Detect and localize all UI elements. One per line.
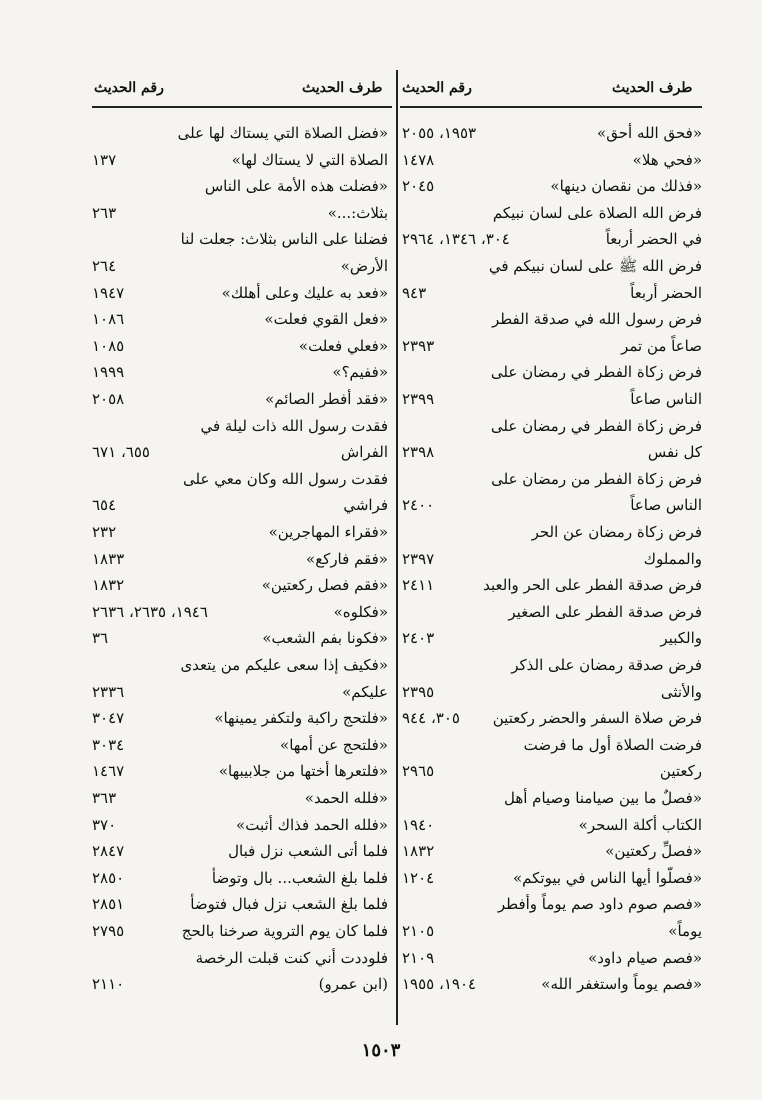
hadith-number: ٢٣٢ xyxy=(92,523,117,541)
list-item xyxy=(402,337,702,363)
hadith-incipit: فرض زكاة الفطر في رمضان على xyxy=(490,363,702,382)
hadith-incipit: يوماً» xyxy=(668,922,702,940)
hadith-number: ٣٦ xyxy=(92,629,109,648)
right-header-rule xyxy=(400,106,702,108)
hadith-number: ٣٧٠ xyxy=(92,815,117,834)
hadith-incipit: «فضلت هذه الأمة على الناس xyxy=(204,177,388,196)
hadith-incipit: «فقم فصل ركعتين» xyxy=(261,576,388,595)
hadith-incipit: فلوددت أني كنت قبلت الرخصة xyxy=(195,948,388,967)
left-col-title: طرف الحديث xyxy=(302,80,383,96)
list-item xyxy=(402,922,702,948)
hadith-incipit: فلما بلغ الشعب نزل فبال فتوضأ xyxy=(190,895,388,914)
list-item xyxy=(402,869,702,895)
list-item xyxy=(92,842,388,868)
hadith-incipit: فلما بلغ الشعب... بال وتوضأ xyxy=(211,868,388,887)
hadith-incipit: فلما كان يوم التروية صرخنا بالحج xyxy=(181,922,388,940)
hadith-incipit: فراشي xyxy=(343,496,388,515)
hadith-number: ٢٤٠٣ xyxy=(402,629,435,648)
list-item xyxy=(92,550,388,576)
page-number: ١٥٠٣ xyxy=(361,1040,401,1061)
list-item xyxy=(402,550,702,576)
hadith-incipit: «فعد به عليك وعلى أهلك» xyxy=(221,283,388,302)
list-item xyxy=(402,257,702,283)
hadith-incipit: «فكيف إذا سعى عليكم من يتعدى xyxy=(180,656,388,674)
list-item xyxy=(402,949,702,975)
list-item xyxy=(92,922,388,948)
hadith-incipit: الحضر أربعاً xyxy=(630,283,702,302)
hadith-incipit: والأنثى xyxy=(660,682,702,701)
list-item xyxy=(92,629,388,655)
list-item xyxy=(402,470,702,496)
list-item xyxy=(92,736,388,762)
hadith-incipit: «فعلي فعلت» xyxy=(298,336,388,355)
list-item xyxy=(92,576,388,602)
list-item xyxy=(92,683,388,709)
hadith-number: ٣٠٣٤ xyxy=(92,735,125,754)
list-item xyxy=(402,816,702,842)
list-item xyxy=(402,363,702,389)
hadith-number: ٢٣٩٣ xyxy=(402,336,435,355)
list-item xyxy=(92,177,388,203)
list-item xyxy=(402,443,702,469)
hadith-incipit: «فصلِّ ركعتين» xyxy=(605,842,702,861)
list-item xyxy=(92,417,388,443)
list-item xyxy=(92,443,388,469)
hadith-incipit: «فحق الله أحق» xyxy=(597,124,702,142)
hadith-number: ٣٠٤٧ xyxy=(92,709,125,728)
list-item xyxy=(402,709,702,735)
list-item xyxy=(402,417,702,443)
hadith-incipit: «فصلّوا أيها الناس في بيوتكم» xyxy=(512,868,702,887)
hadith-number: ١٩٩٩ xyxy=(92,363,125,382)
hadith-number: ٢٠٥٨ xyxy=(92,390,125,408)
list-item xyxy=(402,151,702,177)
list-item xyxy=(402,656,702,682)
hadith-incipit: «فقد أفطر الصائم» xyxy=(265,390,388,408)
hadith-incipit: الناس صاعاً xyxy=(630,390,702,408)
hadith-number: ٦٥٥، ٦٧١ xyxy=(92,443,150,462)
hadith-number: ١٩٤٧ xyxy=(92,283,125,302)
list-item xyxy=(402,523,702,549)
hadith-incipit: «فقم فاركع» xyxy=(306,549,388,568)
hadith-incipit: فضلنا على الناس بثلاث: جعلت لنا xyxy=(180,230,388,249)
list-item xyxy=(402,762,702,788)
left-col-num-header: رقم الحديث xyxy=(94,80,164,96)
hadith-number: ١٩٠٤، ١٩٥٥ xyxy=(402,975,477,994)
hadith-incipit: «فصم صوم داود صم يوماً وأفطر xyxy=(497,895,702,914)
right-col-num-header: رقم الحديث xyxy=(402,80,472,96)
hadith-incipit: فرض صلاة السفر والحضر ركعتين xyxy=(492,709,702,728)
hadith-number: ٢٣٣٦ xyxy=(92,682,125,701)
hadith-number: ٢١٠٥ xyxy=(402,922,435,940)
list-item xyxy=(92,363,388,389)
hadith-incipit: «فكلوه» xyxy=(333,602,388,621)
list-item xyxy=(92,124,388,150)
hadith-incipit: «فعل القوي فعلت» xyxy=(264,310,388,329)
hadith-incipit: فقدت رسول الله وكان معي على xyxy=(183,469,388,488)
list-item xyxy=(92,869,388,895)
hadith-number: ١٩٥٣، ٢٠٥٥ xyxy=(402,124,477,142)
hadith-number: ٢٤١١ xyxy=(402,576,435,595)
list-item xyxy=(402,230,702,256)
hadith-incipit: فرض صدقة رمضان على الذكر xyxy=(511,656,702,674)
hadith-incipit: فقدت رسول الله ذات ليلة في xyxy=(200,416,388,435)
list-item xyxy=(402,789,702,815)
list-item xyxy=(92,470,388,496)
hadith-number: ١٨٣٣ xyxy=(92,549,125,568)
list-item xyxy=(402,124,702,150)
hadith-incipit: «فضل الصلاة التي يستاك لها على xyxy=(177,124,388,142)
hadith-incipit: في الحضر أربعاً xyxy=(605,230,702,249)
hadith-number: ٢٣٩٥ xyxy=(402,682,435,701)
hadith-number: ٢٣٩٩ xyxy=(402,390,435,408)
hadith-number: ١٩٤٠ xyxy=(402,815,435,834)
hadith-incipit: فرض صدقة الفطر على الصغير xyxy=(508,602,702,621)
list-item xyxy=(92,949,388,975)
hadith-number: ٢١١٠ xyxy=(92,975,125,994)
hadith-number: ١٤٦٧ xyxy=(92,762,125,781)
list-item xyxy=(402,895,702,921)
list-item xyxy=(92,656,388,682)
hadith-incipit: فرض صدقة الفطر على الحر والعبد xyxy=(483,576,702,595)
right-col-title: طرف الحديث xyxy=(612,80,693,96)
hadith-incipit: «فلله الحمد» xyxy=(304,789,388,807)
hadith-number: ١٨٣٢ xyxy=(92,576,125,595)
list-item xyxy=(402,683,702,709)
hadith-incipit: «فصم صيام داود» xyxy=(588,948,702,967)
hadith-incipit: «فقراء المهاجرين» xyxy=(268,523,388,541)
hadith-incipit: «فذلك من نقصان دينها» xyxy=(550,177,702,196)
hadith-incipit: (ابن عمرو) xyxy=(318,975,388,994)
hadith-number: ١٨٣٢ xyxy=(402,842,435,861)
hadith-number: ٢٧٩٥ xyxy=(92,922,125,940)
hadith-number: ٦٥٤ xyxy=(92,496,117,515)
list-item xyxy=(402,975,702,1001)
list-item xyxy=(92,337,388,363)
hadith-number: ٩٤٣ xyxy=(402,283,427,302)
list-item xyxy=(402,177,702,203)
list-item xyxy=(402,603,702,629)
list-item xyxy=(402,576,702,602)
hadith-number: ٢٦٣ xyxy=(92,203,117,222)
hadith-number: ٢٩٦٥ xyxy=(402,762,435,781)
list-item xyxy=(92,151,388,177)
hadith-number: ١٤٧٨ xyxy=(402,150,435,169)
hadith-number: ٢٣٩٧ xyxy=(402,549,435,568)
hadith-number: ١٩٤٦، ٢٦٣٥، ٢٦٣٦ xyxy=(92,602,208,621)
left-header-rule xyxy=(92,106,392,108)
hadith-number: ٢٨٤٧ xyxy=(92,842,125,861)
hadith-number: ٢٨٥١ xyxy=(92,895,125,914)
hadith-incipit: بثلاث:...» xyxy=(327,203,388,222)
list-item xyxy=(92,709,388,735)
list-item xyxy=(92,603,388,629)
hadith-number: ٢٨٥٠ xyxy=(92,868,125,887)
list-item xyxy=(402,204,702,230)
hadith-number: ٢٦٤ xyxy=(92,257,117,275)
list-item xyxy=(402,390,702,416)
hadith-number: ١٠٨٥ xyxy=(92,336,125,355)
hadith-incipit: فرض رسول الله في صدقة الفطر xyxy=(491,310,702,329)
list-item xyxy=(92,762,388,788)
hadith-incipit: الأرض» xyxy=(340,257,388,275)
hadith-incipit: الناس صاعاً xyxy=(630,496,702,515)
hadith-incipit: والكبير xyxy=(660,629,702,648)
list-item xyxy=(92,523,388,549)
hadith-incipit: فرض الله الصلاة على لسان نبيكم xyxy=(492,203,702,222)
hadith-incipit: «فلتعرها أختها من جلابيبها» xyxy=(218,762,388,781)
list-item xyxy=(92,895,388,921)
list-item xyxy=(402,629,702,655)
hadith-incipit: كل نفس xyxy=(647,443,702,462)
hadith-incipit: والمملوك xyxy=(643,549,702,568)
list-item xyxy=(92,816,388,842)
list-item xyxy=(402,284,702,310)
hadith-incipit: «فلتحج عن أمها» xyxy=(280,735,388,754)
hadith-incipit: «فصلٌ ما بين صيامنا وصيام أهل xyxy=(503,789,702,807)
hadith-number: ٢٣٩٨ xyxy=(402,443,435,462)
hadith-incipit: «فلتحج راكبة ولتكفر يمينها» xyxy=(214,709,388,728)
column-divider xyxy=(396,70,398,1025)
list-item xyxy=(92,789,388,815)
hadith-incipit: الكتاب أكلة السحر» xyxy=(578,815,702,834)
hadith-incipit: «ففيم؟» xyxy=(332,363,388,382)
list-item xyxy=(92,496,388,522)
hadith-incipit: «فلله الحمد فذاك أثبت» xyxy=(236,815,388,834)
hadith-incipit: فرض الله ﷺ على لسان نبيكم في xyxy=(488,257,702,275)
hadith-number: ١٠٨٦ xyxy=(92,310,125,329)
hadith-number: ١٢٠٤ xyxy=(402,868,435,887)
list-item xyxy=(402,310,702,336)
hadith-incipit: فلما أتى الشعب نزل فبال xyxy=(228,842,388,861)
list-item xyxy=(402,736,702,762)
hadith-incipit: ركعتين xyxy=(659,762,702,781)
hadith-number: ٣٦٣ xyxy=(92,789,117,807)
hadith-incipit: «فكونا بفم الشعب» xyxy=(262,629,388,648)
list-item xyxy=(402,842,702,868)
hadith-number: ١٣٧ xyxy=(92,150,117,169)
list-item xyxy=(92,310,388,336)
hadith-incipit: «فحي هلا» xyxy=(632,150,702,169)
list-item xyxy=(92,284,388,310)
hadith-incipit: فرضت الصلاة أول ما فرضت xyxy=(523,735,702,754)
list-item xyxy=(92,975,388,1001)
hadith-incipit: فرض زكاة رمضان عن الحر xyxy=(531,523,702,541)
hadith-incipit: الفراش xyxy=(340,443,388,462)
hadith-number: ٢٤٠٠ xyxy=(402,496,435,515)
hadith-number: ٢١٠٩ xyxy=(402,948,435,967)
list-item xyxy=(402,496,702,522)
hadith-incipit: «فصم يوماً واستغفر الله» xyxy=(541,975,702,994)
hadith-number: ٢٠٤٥ xyxy=(402,177,435,196)
hadith-incipit: عليكم» xyxy=(342,682,388,701)
hadith-incipit: الصلاة التي لا يستاك لها» xyxy=(231,150,388,169)
list-item xyxy=(92,390,388,416)
hadith-number: ٣٠٤، ١٣٤٦، ٢٩٦٤ xyxy=(402,230,510,249)
hadith-number: ٣٠٥، ٩٤٤ xyxy=(402,709,460,728)
hadith-incipit: صاعاً من تمر xyxy=(621,336,702,355)
list-item xyxy=(92,204,388,230)
hadith-incipit: فرض زكاة الفطر في رمضان على xyxy=(490,416,702,435)
hadith-incipit: فرض زكاة الفطر من رمضان على xyxy=(491,469,702,488)
list-item xyxy=(92,257,388,283)
list-item xyxy=(92,230,388,256)
